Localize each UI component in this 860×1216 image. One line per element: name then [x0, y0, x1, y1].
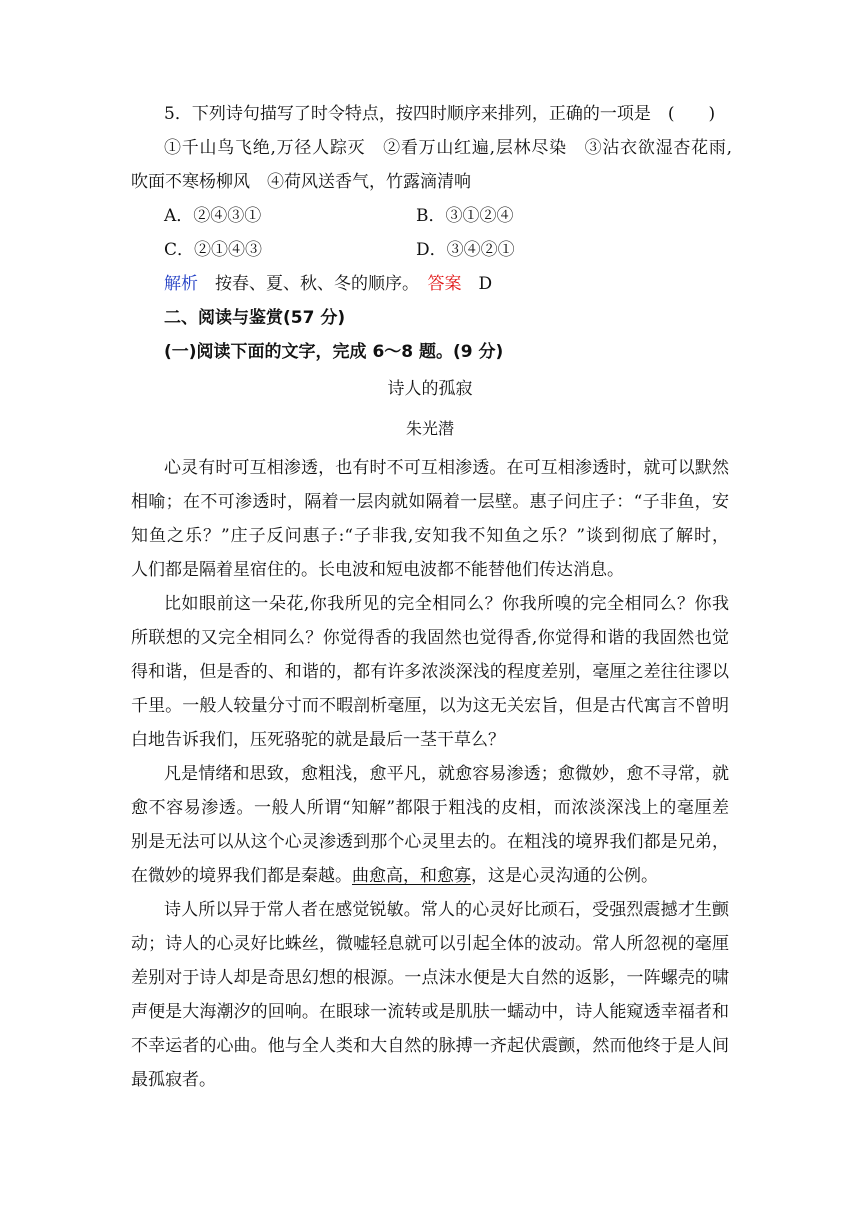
- p3-line-4-before: 在微妙的境界我们都是秦越。: [131, 866, 352, 886]
- question-5-poem-line-1: ①千山鸟飞绝,万径人踪灭 ②看万山红遍,层林尽染 ③沾衣欲湿杏花雨,: [164, 138, 732, 158]
- p1-line-3: 知鱼之乐？”庄子反问惠子:“子非我,安知我不知鱼之乐？”谈到彻底了解时，: [131, 526, 729, 546]
- p4-line-5: 不幸运者的心曲。他与全人类和大自然的脉搏一齐起伏震颤，然而他终于是人间: [131, 1036, 729, 1056]
- p2-line-5: 白地告诉我们，压死骆驼的就是最后一茎干草么？: [131, 730, 505, 750]
- p2-line-2: 所联想的又完全相同么？你觉得香的我固然也觉得香,你觉得和谐的我固然也觉: [131, 628, 729, 648]
- p3-line-4: [131, 866, 699, 886]
- section-heading: 二、阅读与鉴赏(57 分): [164, 308, 346, 328]
- section-sub-heading: (一)阅读下面的文字，完成 6～8 题。(9 分): [164, 342, 504, 362]
- analysis-label: 解析: [164, 274, 198, 294]
- option-a: A．②④③①: [164, 206, 262, 226]
- article-author: 朱光潜: [405, 419, 454, 438]
- article-title: 诗人的孤寂: [387, 379, 473, 399]
- answer-value: D: [478, 274, 493, 294]
- option-d: D．③④②①: [416, 240, 515, 260]
- question-5-option-row-1: [164, 206, 732, 226]
- p2-line-1: 比如眼前这一朵花,你我所见的完全相同么？你我所嗅的完全相同么？你我: [164, 594, 729, 614]
- question-5-analysis: [164, 274, 732, 294]
- p4-line-4: 声便是大海潮汐的回响。在眼球一流转或是肌肤一蠕动中，诗人能窥透幸福者和: [131, 1002, 729, 1022]
- p4-line-6: 最孤寂者。: [131, 1070, 216, 1090]
- option-b: B．③①②④: [416, 206, 514, 226]
- p3-line-1: 凡是情绪和思致，愈粗浅，愈平凡，就愈容易渗透；愈微妙，愈不寻常，就: [164, 764, 729, 784]
- p3-line-2: 愈不容易渗透。一般人所谓“知解”都限于粗浅的皮相，而浓淡深浅上的毫厘差: [131, 798, 729, 818]
- p3-line-4-after: ，这是心灵沟通的公例。: [471, 866, 658, 886]
- p3-underlined-phrase: 曲愈高，和愈寡: [352, 866, 471, 886]
- p4-line-1: 诗人所以异于常人者在感觉锐敏。常人的心灵好比顽石，受强烈震撼才生颤: [164, 900, 729, 920]
- p4-line-2: 动；诗人的心灵好比蛛丝，微嘘轻息就可以引起全体的波动。常人所忽视的毫厘: [131, 934, 729, 954]
- p1-line-4: 人们都是隔着星宿住的。长电波和短电波都不能替他们传达消息。: [131, 560, 624, 580]
- p2-line-4: 千里。一般人较量分寸而不暇剖析毫厘，以为这无关宏旨，但是古代寓言不曾明: [131, 696, 729, 716]
- analysis-text: 按春、夏、秋、冬的顺序。: [215, 274, 411, 294]
- answer-label: 答案: [427, 274, 462, 294]
- p1-line-2: 相喻；在不可渗透时，隔着一层肉就如隔着一层壁。惠子问庄子：“子非鱼，安: [131, 492, 729, 512]
- p4-line-3: 差别对于诗人却是奇思幻想的根源。一点沫水便是大自然的返影，一阵螺壳的啸: [131, 968, 729, 988]
- p1-line-1: 心灵有时可互相渗透，也有时不可互相渗透。在可互相渗透时，就可以默然: [164, 458, 729, 478]
- question-5-poem-line-2: 吹面不寒杨柳风 ④荷风送香气，竹露滴清响: [131, 172, 471, 192]
- question-5-stem: 5．下列诗句描写了时令特点，按四时顺序来排列，正确的一项是 ( ): [164, 104, 716, 124]
- p3-line-3: 别是无法可以从这个心灵渗透到那个心灵里去的。在粗浅的境界我们都是兄弟，: [131, 832, 729, 852]
- question-5-option-row-2: [164, 240, 732, 260]
- p2-line-3: 得和谐，但是香的、和谐的，都有许多浓淡深浅的程度差别，毫厘之差往往谬以: [131, 662, 729, 682]
- option-c: C．②①④③: [164, 240, 263, 260]
